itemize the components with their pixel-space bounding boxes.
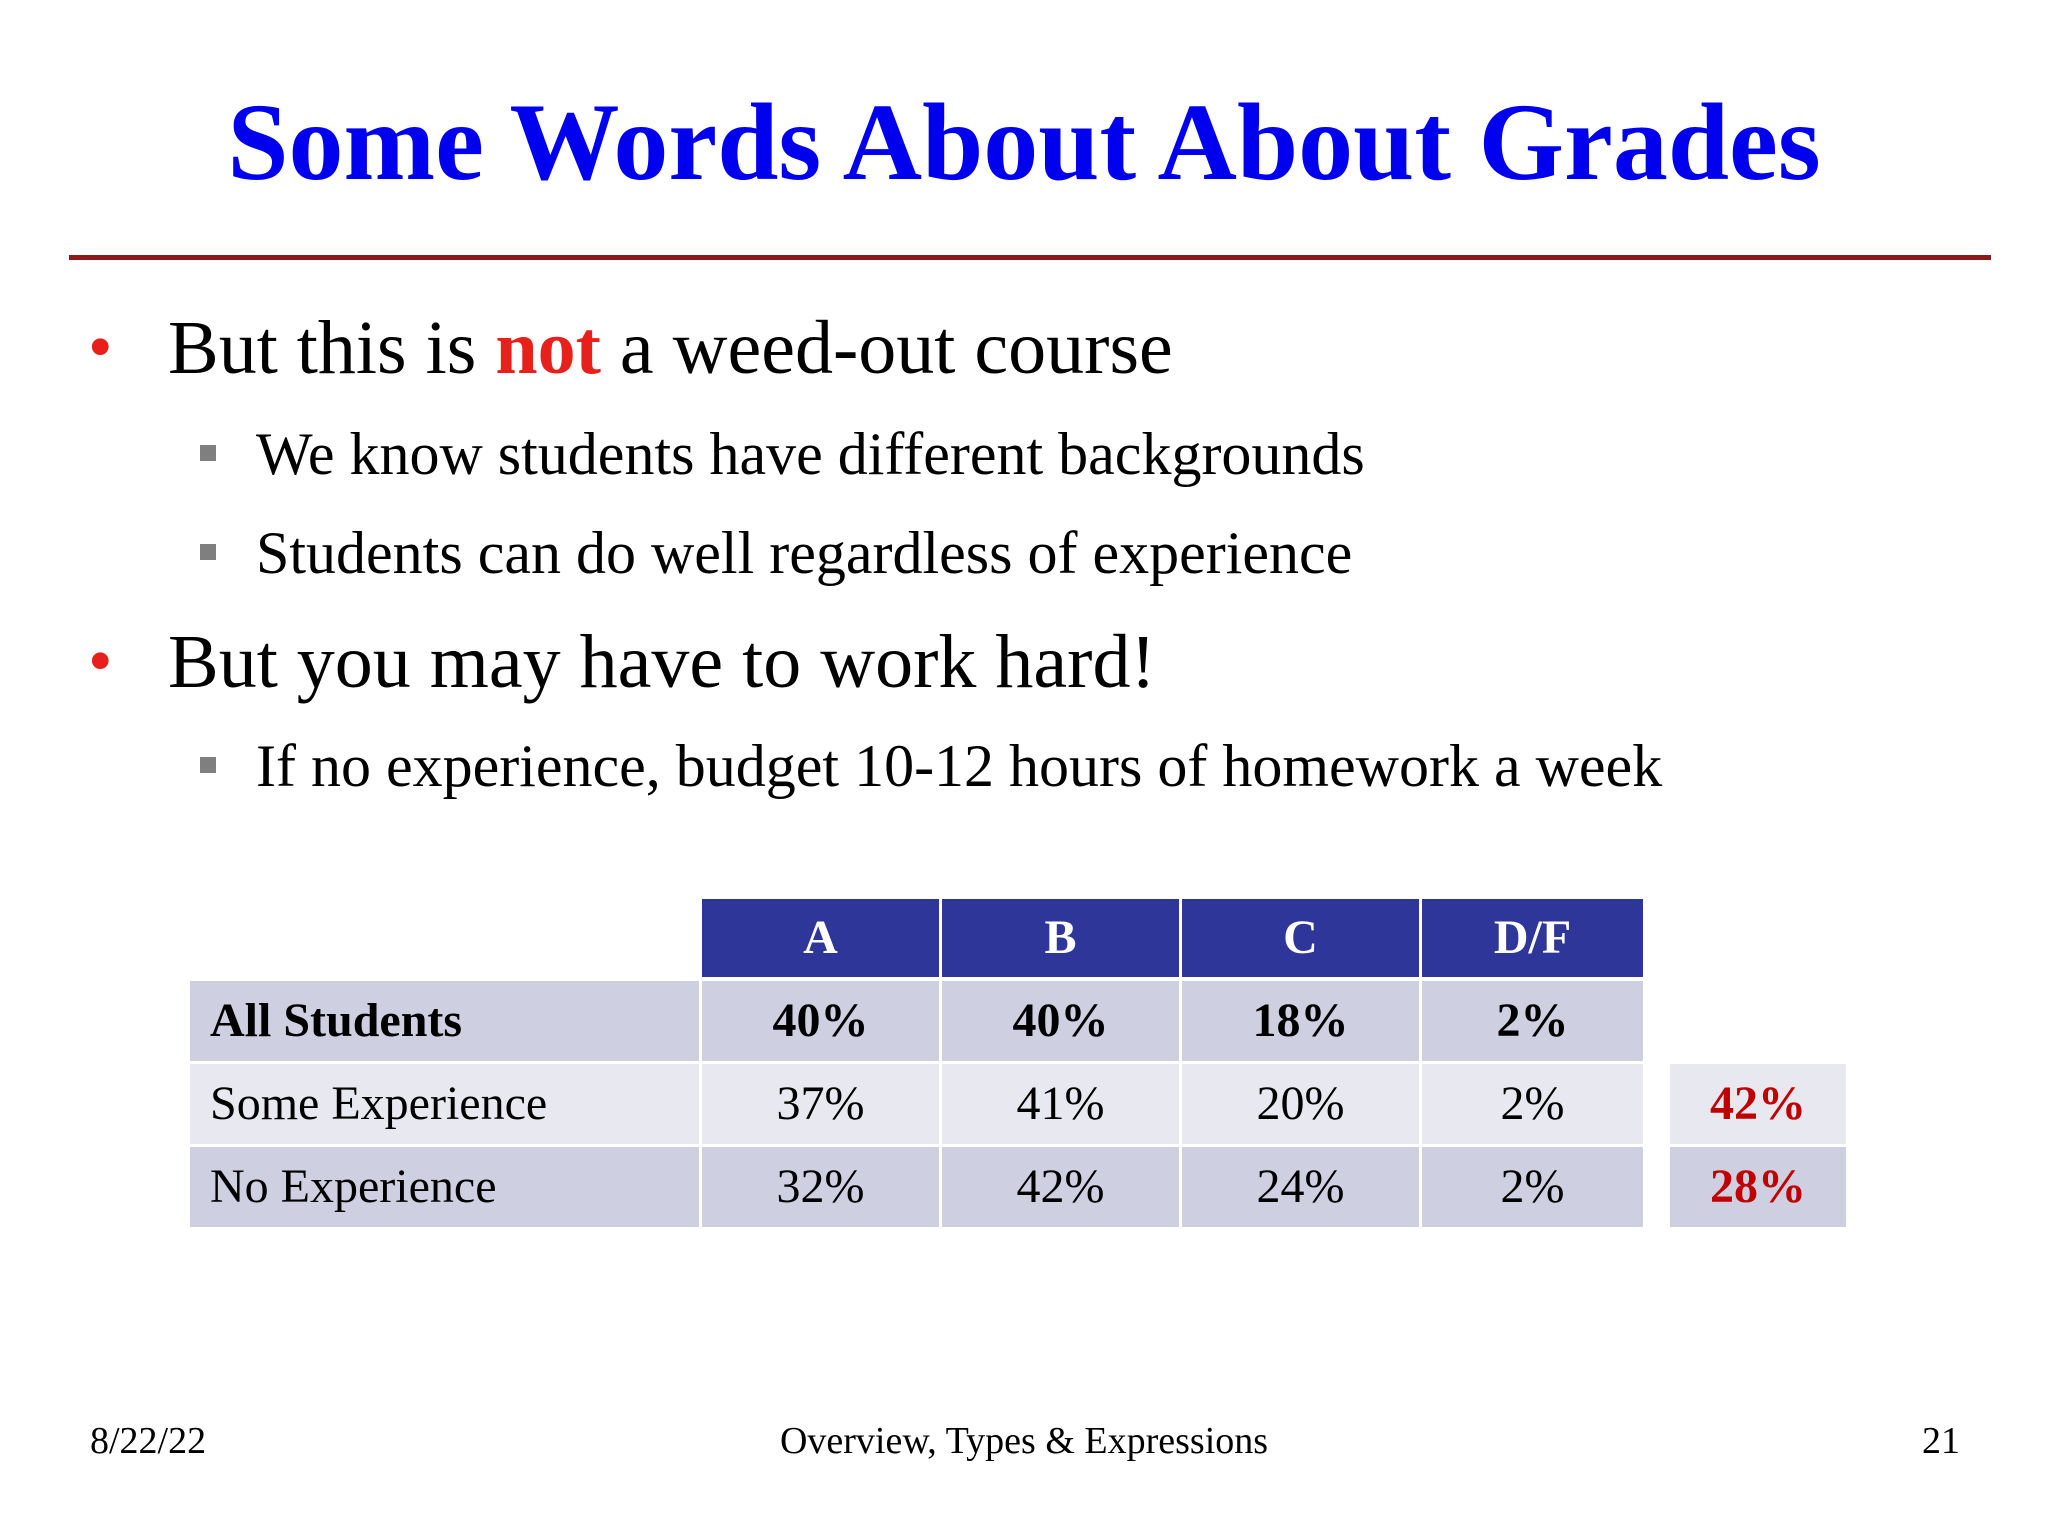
square-bullet-icon: [200, 757, 216, 773]
table-header-cell: A: [702, 899, 939, 977]
slide-title: Some Words About About Grades: [227, 81, 1821, 203]
bullet-text: But this is not a weed-out course: [168, 306, 1173, 390]
table-cell: 42%: [942, 1147, 1179, 1227]
table-cell: 2%: [1422, 1147, 1643, 1227]
table-row-label: No Experience: [190, 1147, 699, 1227]
combined-ab-percentage: 28%: [1670, 1147, 1846, 1227]
sub-bullet-text: Students can do well regardless of experience: [256, 520, 1353, 586]
table-row-label: All Students: [190, 981, 699, 1061]
table-cell: 18%: [1182, 981, 1419, 1061]
square-bullet-icon: [200, 445, 216, 461]
bullet-dot-icon: •: [88, 623, 113, 700]
table-cell: 37%: [702, 1064, 939, 1144]
square-bullet-icon: [200, 544, 216, 560]
combined-ab-percentage: 42%: [1670, 1064, 1846, 1144]
table-header-cell: D/F: [1422, 899, 1643, 977]
table-header-cell: B: [942, 899, 1179, 977]
table-cell: 24%: [1182, 1147, 1419, 1227]
table-cell: 40%: [702, 981, 939, 1061]
table-cell: 41%: [942, 1064, 1179, 1144]
table-cell: 2%: [1422, 1064, 1643, 1144]
table-row-label: Some Experience: [190, 1064, 699, 1144]
table-cell: 20%: [1182, 1064, 1419, 1144]
title-divider: [69, 255, 1991, 260]
sub-bullet-text: If no experience, budget 10-12 hours of homework a week: [256, 733, 1663, 799]
table-cell: 40%: [942, 981, 1179, 1061]
table-cell: 2%: [1422, 981, 1643, 1061]
slide-number: 21: [1922, 1420, 1960, 1462]
emphasis-word: not: [495, 306, 601, 390]
footer-title: Overview, Types & Expressions: [779, 1420, 1269, 1462]
footer-date: 8/22/22: [90, 1420, 207, 1462]
table-cell: 32%: [702, 1147, 939, 1227]
table-header-cell: C: [1182, 899, 1419, 977]
bullet-text: But you may have to work hard!: [168, 620, 1156, 704]
sub-bullet-text: We know students have different backgrounds: [256, 421, 1365, 487]
bullet-dot-icon: •: [88, 309, 113, 386]
